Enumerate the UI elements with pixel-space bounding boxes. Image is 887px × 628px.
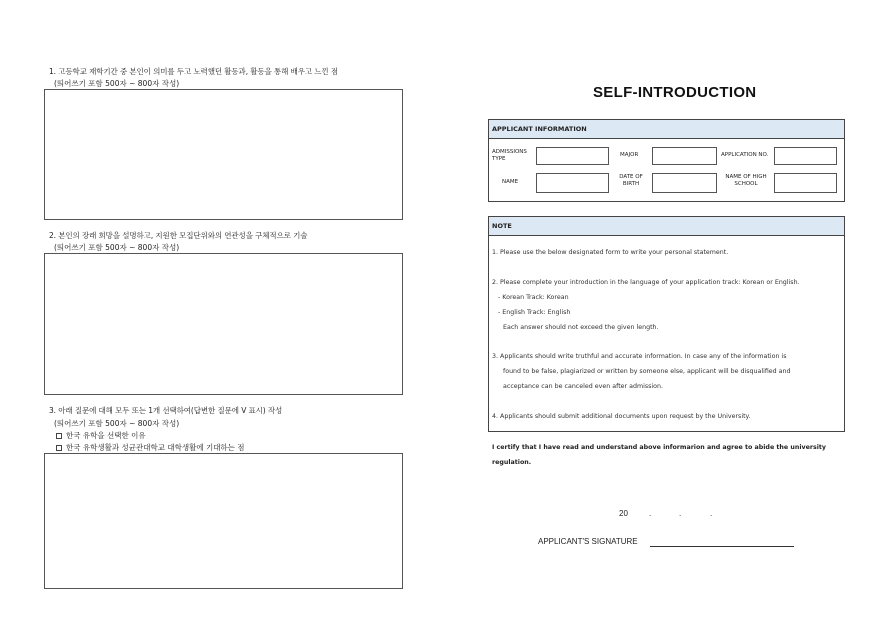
major-label: MAJOR [620, 152, 639, 158]
name-label: NAME [502, 179, 519, 185]
page-title: SELF-INTRODUCTION [593, 84, 757, 101]
option-label: 한국 유학을 선택한 이유 [66, 431, 146, 440]
question-3-title: 3. 아래 질문에 대해 모두 또는 1개 선택하여(답변한 질문에 V 표시) 작성 [49, 406, 283, 415]
name-field[interactable] [536, 173, 609, 193]
date-dot: . [710, 509, 713, 518]
date-year-prefix: 20 [619, 509, 628, 518]
date-dot: . [679, 509, 682, 518]
high-school-field[interactable] [774, 173, 837, 193]
question-3-option-2[interactable] [56, 442, 245, 453]
note-line: 4. Applicants should submit additional documents upon request by the University. [492, 413, 751, 420]
question-2-title: 2. 본인의 장래 희망을 설명하고, 지원한 모집단위와의 연관성을 구체적으로 기술 [49, 231, 308, 240]
question-2-length-note: (띄어쓰기 포함 500자 ~ 800자 작성) [54, 243, 180, 252]
note-line: acceptance can be canceled even after admission. [503, 383, 664, 390]
applicant-info-header: APPLICANT INFORMATION [489, 120, 844, 139]
answer-box-1[interactable] [44, 89, 403, 220]
question-1-title: 1. 고등학교 재학기간 중 본인이 의미를 두고 노력했던 활동과, 활동을 통해 배우고 느낀 점 [49, 67, 339, 76]
note-line: - Korean Track: Korean [498, 294, 569, 301]
admissions-type-field[interactable] [536, 147, 609, 165]
note-line: found to be false, plagiarized or written by someone else, applicant will be disqualified and [503, 368, 791, 375]
note-line: Each answer should not exceed the given length. [503, 324, 659, 331]
signature-line[interactable] [650, 546, 794, 547]
note-line: 3. Applicants should write truthful and accurate information. In case any of the information is [492, 353, 787, 360]
major-field[interactable] [652, 147, 717, 165]
date-of-birth-label: DATE OF BIRTH [619, 174, 643, 187]
note-section [488, 216, 845, 432]
high-school-label: NAME OF HIGH SCHOOL [725, 174, 767, 187]
answer-box-3[interactable] [44, 453, 403, 589]
note-line: 1. Please use the below designated form to write your personal statement. [492, 249, 729, 256]
option-label: 한국 유학생활과 성균관대학교 대학생활에 기대하는 점 [66, 443, 245, 452]
applicant-info-section [488, 119, 845, 202]
question-3-option-1[interactable] [56, 430, 146, 441]
date-of-birth-field[interactable] [652, 173, 717, 193]
note-header: NOTE [489, 217, 844, 236]
note-line: - English Track: English [498, 309, 571, 316]
application-no-label: APPLICATION NO. [721, 152, 769, 158]
application-no-field[interactable] [774, 147, 837, 165]
checkbox[interactable] [56, 445, 62, 451]
note-line: 2. Please complete your introduction in the language of your application track: Korean or English. [492, 279, 800, 286]
question-1-length-note: (띄어쓰기 포함 500자 ~ 800자 작성) [54, 79, 180, 88]
date-dot: . [649, 509, 652, 518]
admissions-type-label: ADMISSIONS TYPE [492, 149, 527, 162]
signature-label: APPLICANT'S SIGNATURE [538, 537, 638, 546]
certification-statement: I certify that I have read and understand above informarion and agree to abide the university regulation. [492, 444, 826, 466]
question-3-length-note: (띄어쓰기 포함 500자 ~ 800자 작성) [54, 419, 180, 428]
answer-box-2[interactable] [44, 253, 403, 395]
checkbox[interactable] [56, 433, 62, 439]
